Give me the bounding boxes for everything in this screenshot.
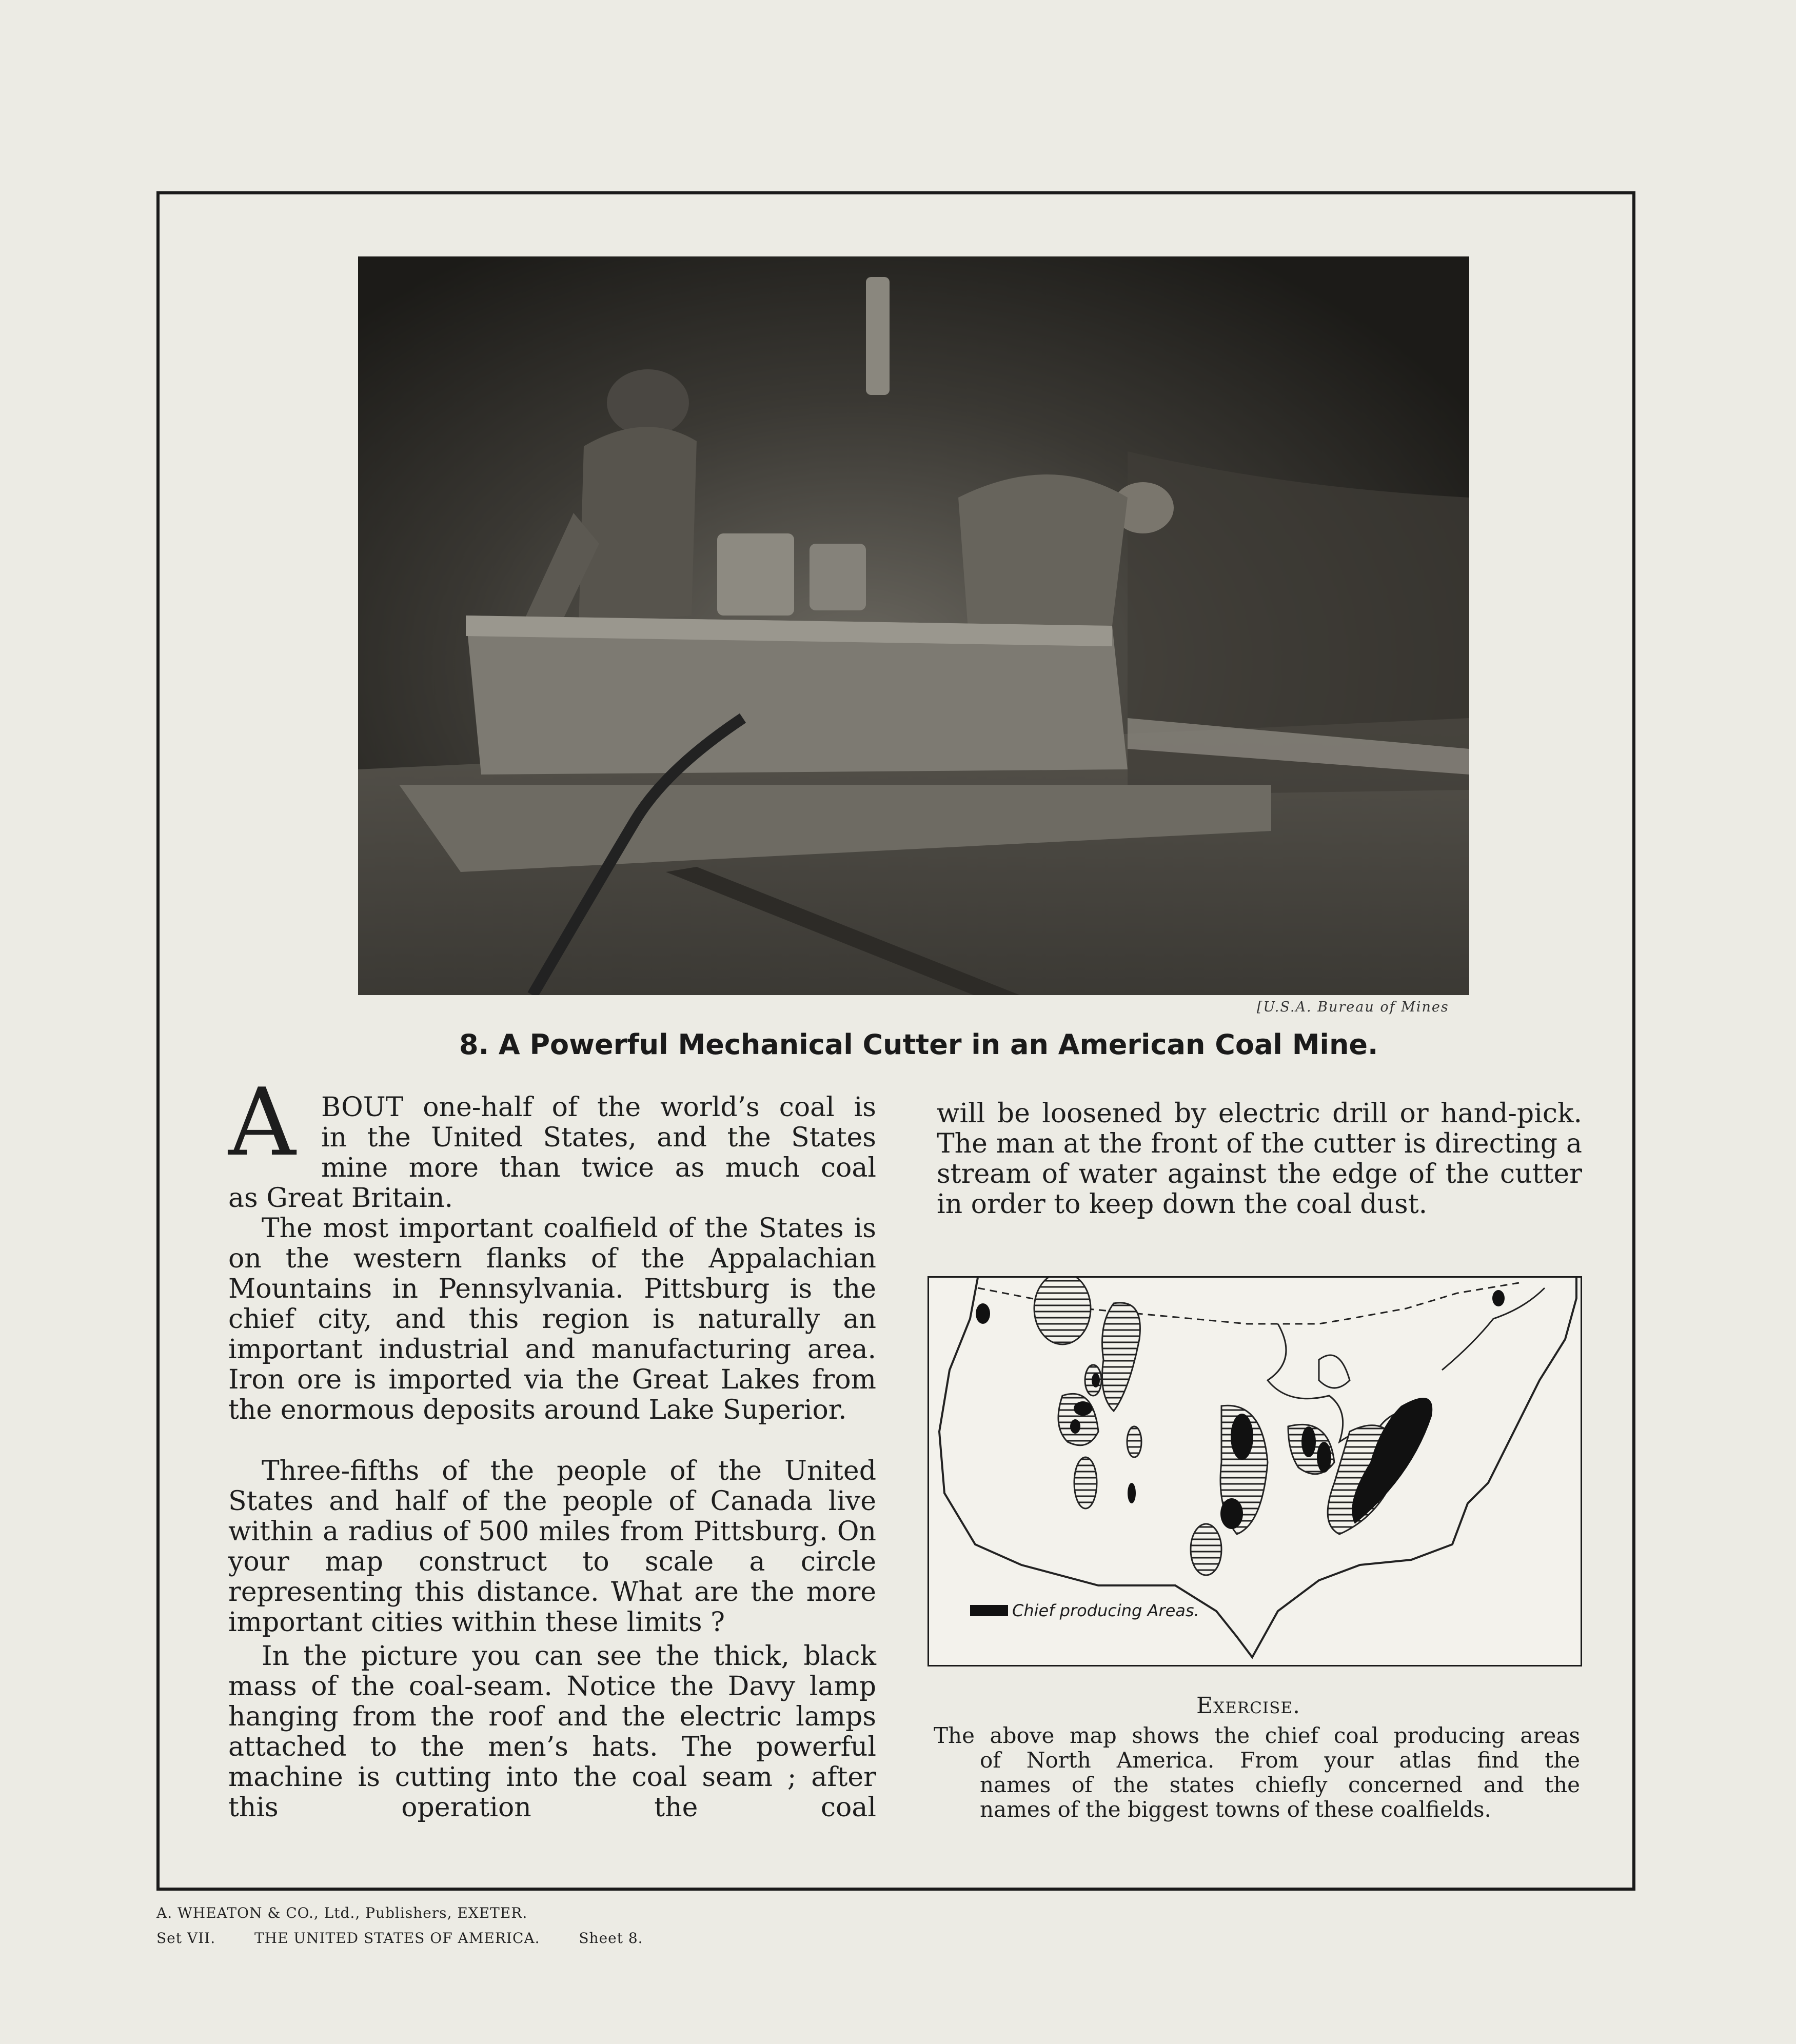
- paragraph-1-line-3: mine more than twice as much coal: [321, 1153, 876, 1183]
- footer-set-line: [156, 1930, 643, 1947]
- footer-title: THE UNITED STATES OF AMERICA.: [254, 1930, 540, 1947]
- paragraph-1-lines: [321, 1093, 876, 1183]
- coal-mine-photograph: [358, 256, 1469, 995]
- drop-cap: A: [228, 1068, 296, 1177]
- map-legend: [970, 1601, 1199, 1620]
- photo-caption: 8. A Powerful Mechanical Cutter in an American Coal Mine.: [459, 1028, 1378, 1061]
- exercise-title: Exercise.: [1196, 1693, 1300, 1719]
- paragraph-5: will be loosened by electric drill or hand-pick. The man at the front of the cutter is directing a stream of water against the edge of the cutter in order to keep down the coal dust.: [937, 1098, 1582, 1220]
- paragraph-1-line-2: in the United States, and the States: [321, 1122, 876, 1153]
- footer-set: Set VII.: [156, 1930, 216, 1947]
- exercise-line-2: of North America. From your atlas find the: [980, 1748, 1580, 1773]
- paragraph-1-end: as Great Britain.: [228, 1183, 453, 1214]
- footer-sheet: Sheet 8.: [579, 1930, 643, 1947]
- footer-publisher: A. WHEATON & CO., Ltd., Publishers, EXETER.: [156, 1904, 528, 1921]
- paragraph-3: Three-fifths of the people of the United States and half of the people of Canada live within a radius of 500 miles from Pittsburg. On your map construct to scale a circle representing this distance. What are the more important cities within these limits ?: [228, 1456, 876, 1638]
- legend-label: Chief producing Areas.: [1012, 1601, 1199, 1620]
- exercise-line-4: names of the biggest towns of these coalfields.: [980, 1797, 1491, 1822]
- paragraph-4: In the picture you can see the thick, black mass of the coal-seam. Notice the Davy lamp hanging from the roof and the electric lamps attached to the men’s hats. The powerful machine is cutting into the coal seam ; after this operation the coal: [228, 1641, 876, 1823]
- exercise-line-3: names of the states chiefly concerned and the: [980, 1772, 1580, 1797]
- legend-swatch: [970, 1605, 1008, 1616]
- photo-credit: [U.S.A. Bureau of Mines: [1257, 999, 1449, 1015]
- coal-areas-map: [927, 1276, 1582, 1666]
- exercise-text: [934, 1723, 1580, 1822]
- exercise-line-1: The above map shows the chief coal producing areas: [934, 1723, 1580, 1748]
- paragraph-1-line-1: BOUT one-half of the world’s coal is: [321, 1092, 876, 1123]
- paragraph-2: The most important coalfield of the States is on the western flanks of the Appalachian Mountains in Pennsylvania. Pittsburg is the chief city, and this region is naturally an important industrial and manufacturing area. Iron ore is imported via the Great Lakes from the enormous deposits around Lake Superior.: [228, 1213, 876, 1425]
